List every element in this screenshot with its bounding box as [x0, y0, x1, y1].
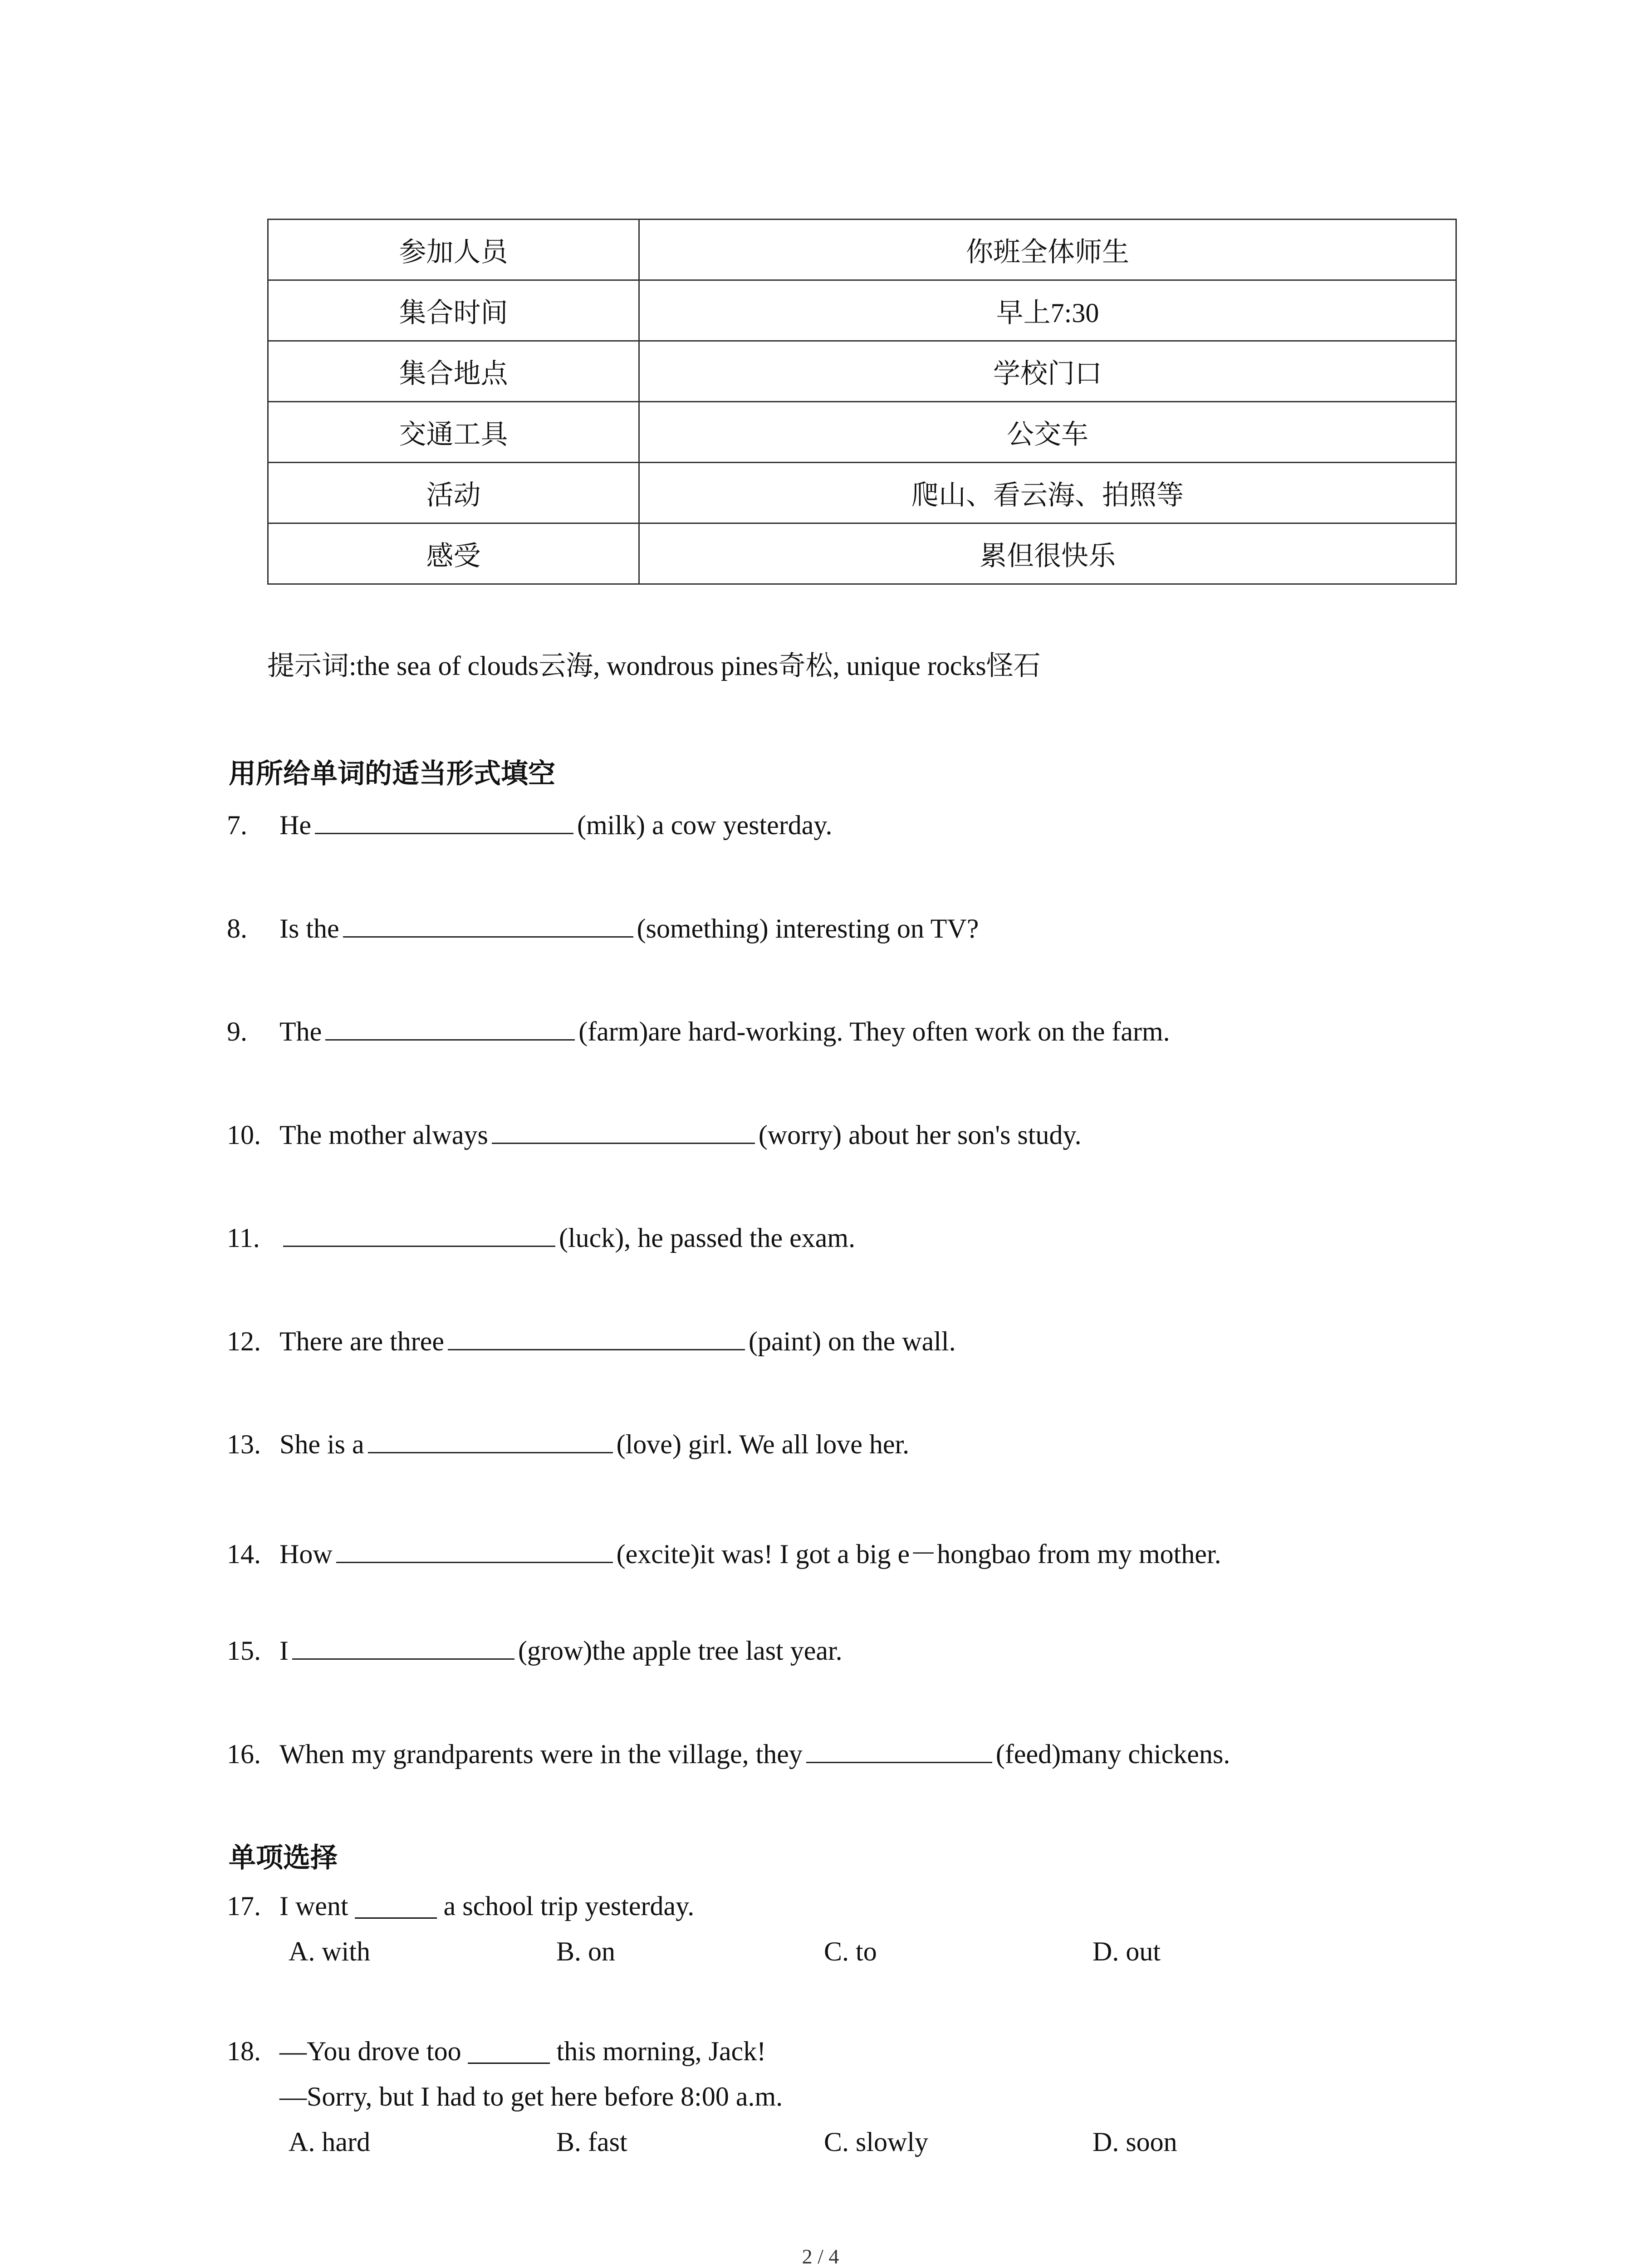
question-text-after: (milk) a cow yesterday.	[577, 810, 833, 840]
question-number: 18.	[227, 2036, 261, 2066]
option-b[interactable]: B. on	[556, 1936, 616, 1966]
question-text-after: (something) interesting on TV?	[637, 914, 979, 943]
option-d[interactable]: D. soon	[1092, 2127, 1177, 2157]
question-16	[227, 1739, 1230, 1770]
table-row	[268, 523, 1456, 584]
question-text-before: There are three	[279, 1326, 445, 1356]
table-label: 活动	[268, 463, 639, 523]
table-row	[268, 220, 1456, 280]
table-label: 参加人员	[268, 220, 639, 280]
question-7	[227, 810, 833, 841]
option-a[interactable]: A. with	[289, 1936, 370, 1966]
table-value: 早上7:30	[639, 280, 1456, 341]
answer-blank[interactable]	[325, 1017, 575, 1041]
answer-blank[interactable]	[806, 1739, 992, 1763]
table-label: 交通工具	[268, 402, 639, 463]
section-title-fill-blank: 用所给单词的适当形式填空	[229, 759, 555, 789]
question-text-after: (farm)are hard-working. They often work on the farm.	[578, 1017, 1170, 1046]
question-text: —You drove too ______ this morning, Jack!	[279, 2036, 766, 2066]
table-label: 集合时间	[268, 280, 639, 341]
question-text-after: (love) girl. We all love her.	[616, 1429, 910, 1459]
question-text-before: How	[279, 1539, 333, 1569]
table-row	[268, 341, 1456, 402]
question-number: 14.	[227, 1539, 261, 1569]
question-text-before: She is a	[279, 1429, 364, 1459]
question-text-after: (worry) about her son's study.	[758, 1120, 1082, 1150]
answer-blank[interactable]	[492, 1120, 755, 1144]
option-c[interactable]: C. slowly	[824, 2127, 929, 2157]
question-text-after: (luck), he passed the exam.	[559, 1223, 856, 1253]
question-number: 8.	[227, 914, 247, 943]
page-number: 2 / 4	[802, 2245, 839, 2268]
section-title-multiple-choice: 单项选择	[229, 1843, 338, 1873]
question-number: 13.	[227, 1429, 261, 1459]
table-value: 累但很快乐	[639, 523, 1456, 584]
table-value: 你班全体师生	[639, 220, 1456, 280]
table-value: 公交车	[639, 402, 1456, 463]
question-text-before: The	[279, 1017, 322, 1046]
question-13	[227, 1429, 909, 1460]
question-text-before: He	[279, 810, 311, 840]
answer-blank[interactable]	[368, 1429, 613, 1453]
question-text-after: (excite)it was! I got a big e－hongbao from my mother.	[616, 1539, 1221, 1569]
answer-blank[interactable]	[336, 1539, 613, 1563]
table-row	[268, 463, 1456, 523]
answer-blank[interactable]	[292, 1636, 514, 1660]
option-c[interactable]: C. to	[824, 1936, 877, 1966]
question-number: 7.	[227, 810, 247, 840]
question-18	[227, 2036, 766, 2067]
question-10	[227, 1119, 1082, 1151]
table-value: 爬山、看云海、拍照等	[639, 463, 1456, 523]
answer-blank[interactable]	[283, 1223, 555, 1247]
info-table	[267, 219, 1457, 585]
question-14	[227, 1532, 1221, 1571]
table-value: 学校门口	[639, 341, 1456, 402]
question-number: 9.	[227, 1017, 247, 1046]
question-text: I went ______ a school trip yesterday.	[279, 1891, 695, 1921]
question-number: 12.	[227, 1326, 261, 1356]
option-b[interactable]: B. fast	[556, 2127, 627, 2157]
question-text-before: I	[279, 1636, 289, 1666]
option-a[interactable]: A. hard	[289, 2127, 370, 2157]
question-text-after: (grow)the apple tree last year.	[518, 1636, 843, 1666]
option-d[interactable]: D. out	[1092, 1936, 1161, 1966]
question-text-after: (feed)many chickens.	[995, 1739, 1230, 1769]
question-number: 11.	[227, 1223, 260, 1253]
table-row	[268, 402, 1456, 463]
answer-blank[interactable]	[448, 1326, 745, 1350]
question-11	[227, 1222, 855, 1254]
question-15	[227, 1635, 843, 1667]
question-number: 10.	[227, 1120, 261, 1150]
hint-words: 提示词:the sea of clouds云海, wondrous pines奇松, unique rocks怪石	[267, 651, 1041, 681]
question-number: 17.	[227, 1891, 261, 1921]
question-text-after: (paint) on the wall.	[749, 1326, 956, 1356]
question-text-before: When my grandparents were in the village, they	[279, 1739, 803, 1769]
answer-blank[interactable]	[315, 810, 573, 834]
question-text-before: The mother always	[279, 1120, 488, 1150]
question-12	[227, 1326, 956, 1357]
table-label: 集合地点	[268, 341, 639, 402]
table-label: 感受	[268, 523, 639, 584]
question-17	[227, 1891, 694, 1922]
question-8	[227, 913, 979, 944]
table-row	[268, 280, 1456, 341]
question-text-before: Is the	[279, 914, 339, 943]
question-18-line2: —Sorry, but I had to get here before 8:00 a.m.	[279, 2082, 783, 2112]
question-9	[227, 1016, 1170, 1047]
answer-blank[interactable]	[343, 914, 633, 938]
question-number: 16.	[227, 1739, 261, 1769]
question-number: 15.	[227, 1636, 261, 1666]
